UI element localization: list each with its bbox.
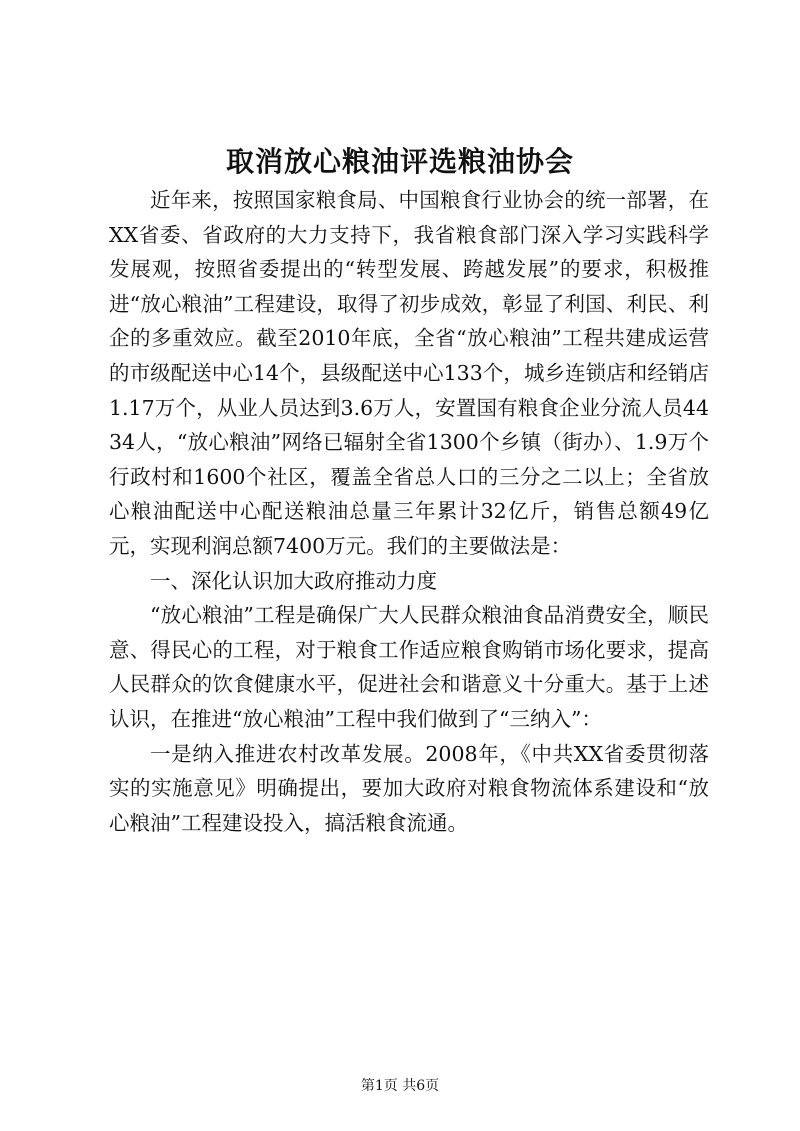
paragraph-section-1: “放心粮油”工程是确保广大人民群众粮油食品消费安全，顺民意、得民心的工程，对于粮食工作适应粮食购销市场化要求，提高人民群众的饮食健康水平，促进社会和谐意义十分重大。基于上述认识，在推进“放心粮油”工程中我们做到了“三纳入”： — [109, 603, 709, 731]
paragraph-point-1: 一是纳入推进农村改革发展。2008年，《中共XX省委贯彻落实的实施意见》明确提出，要加大政府对粮食物流体系建设和“放心粮油”工程建设投入，搞活粮食流通。 — [109, 741, 709, 835]
page-footer: 第1页 共6页 — [360, 1078, 440, 1094]
document-body — [109, 183, 709, 840]
document-title: 取消放心粮油评选粮油协会 — [225, 145, 574, 178]
section-heading-1: 一、深化认识加大政府推动力度 — [150, 568, 437, 593]
paragraph-intro: 近年来，按照国家粮食局、中国粮食行业协会的统一部署，在XX省委、省政府的大力支持下，我省粮食部门深入学习实践科学发展观，按照省委提出的“转型发展、跨越发展”的要求，积极推进“放心粮油”工程建设，取得了初步成效，彰显了利国、利民、利企的多重效应。截至2010年底，全省“放心粮油”工程共建成运营的市级配送中心14个，县级配送中心133个，城乡连锁店和经销店1.17万个，从业人员达到3.6万人，安置国有粮食企业分流人员4434人，“放心粮油”网络已辐射全省1300个乡镇（街办）、1.9万个行政村和1600个社区，覆盖全省总人口的三分之二以上；全省放心粮油配送中心配送粮油总量三年累计32亿斤，销售总额49亿元，实现利润总额7400万元。我们的主要做法是： — [109, 188, 709, 558]
